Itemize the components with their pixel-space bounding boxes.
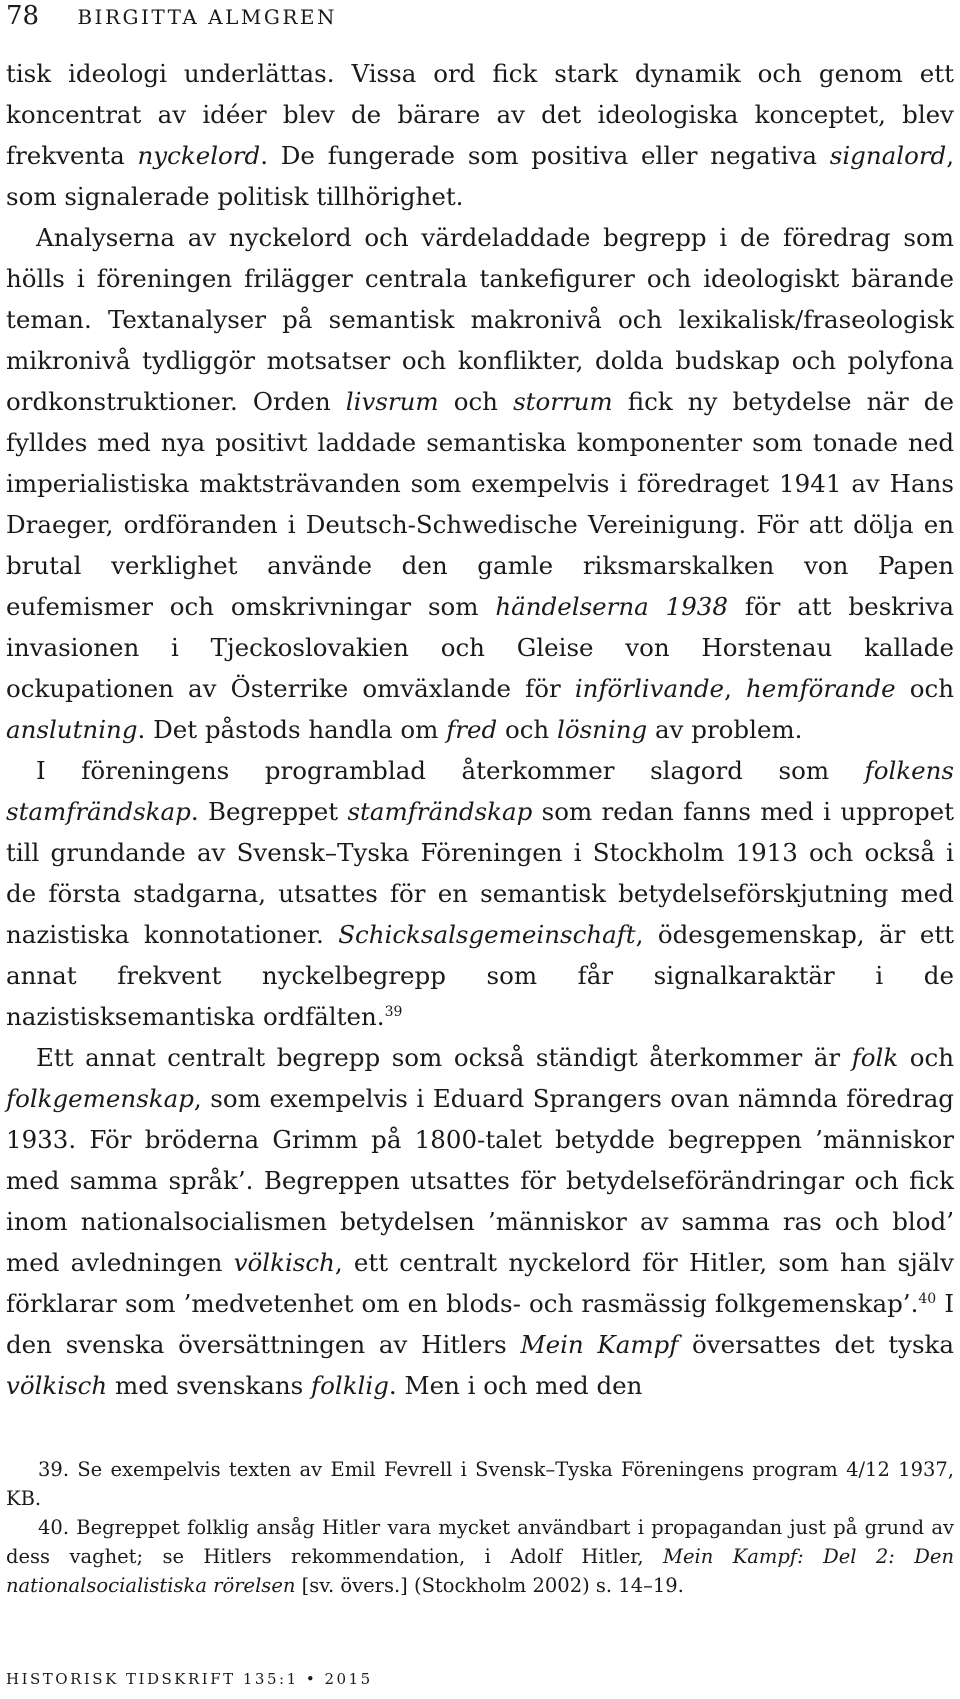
- text-run: I föreningens programblad återkommer slagord som: [36, 756, 865, 785]
- italic-term: nyckelord: [137, 141, 261, 170]
- page-number: 78: [6, 1, 40, 31]
- text-run: , ett centralt nyckelord för Hitler, som han själv förklarar som ’medvetenhet om en blods- och rasmässig folkgemenskap’.: [6, 1248, 955, 1318]
- italic-term: folklig: [311, 1371, 389, 1400]
- text-run: . Men i och med den: [388, 1371, 643, 1400]
- running-header: [6, 0, 337, 36]
- text-run: och: [497, 715, 557, 744]
- text-run: , som exempelvis i Eduard Sprangers ovan nämnda föredrag 1933. För bröderna Grimm på 1800-talet betydde begreppen ’människor med samma språk’. Begreppen utsattes för betydelseförändringar och fick inom nationalsocialismen betydelsen ’människor av samma ras och blod’ med avledningen: [6, 1084, 954, 1277]
- italic-term: fred: [446, 715, 498, 744]
- paragraph: [6, 750, 954, 1037]
- text-run: av problem.: [647, 715, 803, 744]
- text-run: I den svenska översättningen av Hitlers: [6, 1289, 955, 1359]
- italic-term: Schicksalsgemeinschaft: [338, 920, 636, 949]
- text-run: och: [895, 674, 955, 703]
- text-run: ,: [724, 674, 746, 703]
- italic-term: völkisch: [6, 1371, 108, 1400]
- italic-term: livsrum: [345, 387, 439, 416]
- footnote: [6, 1513, 954, 1600]
- text-run: . Det påstods handla om: [137, 715, 447, 744]
- italic-term: införlivande: [574, 674, 725, 703]
- text-run: tisk ideologi underlättas. Vissa ord fick stark dynamik och genom ett koncentrat av idéer blev de bärare av det ideologiska konceptet, blev frekventa: [6, 59, 954, 170]
- italic-term: signalord: [829, 141, 947, 170]
- text-run: fick ny betydelse när de fylldes med nya positivt laddade semantiska komponenter som tonade ned imperialistiska maktsträvanden som exempelvis i föredraget 1941 av Hans Draeger, ordföranden i Deutsch-Schwedische Vereinigung. För att dölja en brutal verklighet använde den gamle riksmarskalken von Papen eufemismer och omskrivningar som: [6, 387, 954, 621]
- italic-term: händelserna 1938: [495, 592, 728, 621]
- footnote-ref: 39: [384, 1003, 403, 1020]
- italic-term: stamfrändskap: [347, 797, 533, 826]
- text-run: , som signalerade politisk tillhörighet.: [6, 141, 955, 211]
- italic-term: folk: [851, 1043, 899, 1072]
- text-run: . Begreppet: [190, 797, 348, 826]
- paragraph: [6, 1037, 954, 1406]
- italic-term: lösning: [557, 715, 648, 744]
- italic-term: folkens stamfrändskap: [6, 756, 954, 826]
- italic-term: anslutning: [6, 715, 138, 744]
- text-run: . De fungerade som positiva eller negativa: [260, 141, 830, 170]
- paragraph: [6, 217, 954, 750]
- footnotes: [6, 1455, 954, 1600]
- text-run: och: [438, 387, 514, 416]
- text-run: , ödesgemenskap, är ett annat frekvent nyckelbegrepp som får signalkaraktär i de nazistisksemantiska ordfälten.: [6, 920, 955, 1031]
- italic-term: folkgemenskap: [6, 1084, 194, 1113]
- text-run: som redan fanns med i uppropet till grundande av Svensk–Tyska Föreningen i Stockholm 1913 och också i de första stadgarna, utsattes för en semantisk betydelseförskjutning med nazistiska konnotationer.: [6, 797, 954, 949]
- paragraph: [6, 53, 954, 217]
- italic-term: storrum: [513, 387, 613, 416]
- text-run: med svenskans: [107, 1371, 312, 1400]
- text-run: och: [898, 1043, 954, 1072]
- text-run: för att beskriva invasionen i Tjeckoslovakien och Gleise von Horstenau kallade ockupationen av Österrike omväxlande för: [6, 592, 954, 703]
- running-footer: HISTORISK TIDSKRIFT 135:1 • 2015: [6, 1670, 373, 1688]
- footnote-ref: 40: [918, 1290, 937, 1307]
- italic-term: völkisch: [233, 1248, 335, 1277]
- italic-term: hemförande: [746, 674, 896, 703]
- italic-term: Mein Kampf: Del 2: Den nationalsocialistiska rörelsen: [6, 1545, 954, 1597]
- text-run: 40. Begreppet folklig ansåg Hitler vara mycket användbart i propagandan just på grund av dess vaghet; se Hitlers rekommendation, i Adolf Hitler,: [6, 1516, 954, 1568]
- text-run: 39. Se exempelvis texten av Emil Fevrell i Svensk–Tyska Föreningens program 4/12 1937, KB.: [6, 1458, 954, 1510]
- text-run: Analyserna av nyckelord och värdeladdade begrepp i de föredrag som hölls i föreningen frilägger centrala tankefigurer och ideologiskt bärande teman. Textanalyser på semantisk makronivå och lexikalisk/fraseologisk mikronivå tydliggör motsatser och konflikter, dolda budskap och polyfona ordkonstruktioner. Orden: [6, 223, 954, 416]
- footnote: [6, 1455, 954, 1513]
- text-run: översattes det tyska: [678, 1330, 954, 1359]
- italic-term: Mein Kampf: [520, 1330, 679, 1359]
- body-text: [6, 53, 954, 1406]
- text-run: Ett annat centralt begrepp som också ständigt återkommer är: [36, 1043, 852, 1072]
- text-run: [sv. övers.] (Stockholm 2002) s. 14–19.: [295, 1574, 684, 1597]
- running-head-author: BIRGITTA ALMGREN: [77, 5, 337, 29]
